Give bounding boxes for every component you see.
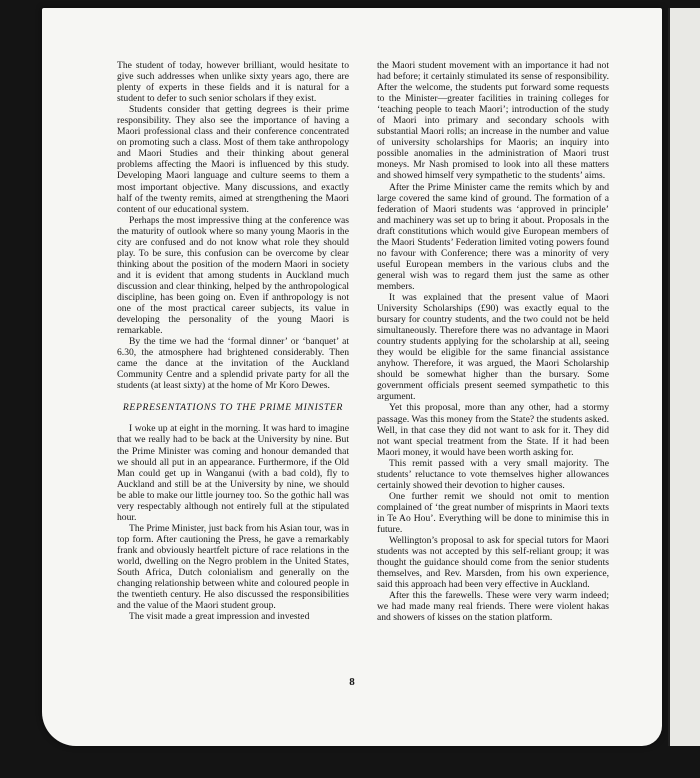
paragraph: The visit made a great impression and invested <box>129 611 310 623</box>
page <box>42 8 662 746</box>
paragraph: One further remit we should not omit to mention complained of ‘the great number of misprints in Maori texts in Te Ao Hou’. Everything will be done to minimise this in future. <box>377 490 609 535</box>
paragraph: It was explained that the present value of Maori University Scholarships (£90) was exactly equal to the bursary for country students, and the two could not be held simultaneously. Therefore there was no advantage in Maori country students applying for the scholarship at all, seeing they would be eligible for the same financial assistance anyhow. Therefore, it was argued, the Maori Scholarship should be somewhat higher than the bursary. Some government officials present seemed sympathetic to this argument. <box>377 291 609 403</box>
paragraph: I woke up at eight in the morning. It was hard to imagine that we really had to be back at the University by nine. But the Prime Minister was coming and honour demanded that we should all put in an appearance. Furthermore, if the Old Man could get up in Wanganui (with a bad cold), fly to Auckland and still be at the University by nine, we should be able to make our little journey too. So the gothic hall was very respectably although not entirely full at the stipulated hour. <box>117 423 349 523</box>
paragraph: Students consider that getting degrees is their prime responsibility. They also see the importance of having a Maori professional class and their conference concentrated on promoting such a class. Most of them take anthropology and Maori Studies and their thinking about general problems affecting the Maori is influenced by this study. Developing Maori language and culture seems to them a most important objective. Many discussions, and exactly half of the twenty remits, aimed at strengthening the Maori content of our educational system. <box>117 104 349 215</box>
paragraph: After this the farewells. These were very warm indeed; we had made many real friends. There were violent hakas and showers of kisses on the station platform. <box>377 590 609 624</box>
adjacent-page-edge <box>668 8 700 746</box>
paragraph: Yet this proposal, more than any other, had a stormy passage. Was this money from the State? the students asked. Well, in that case they did not want to ask for it. They did not want special treatment from the State. If it had been Maori money, it would have been worth asking for. <box>377 402 609 458</box>
section-heading: REPRESENTATIONS TO THE PRIME MINISTER <box>122 402 344 414</box>
paragraph: This remit passed with a very small majority. The students’ reluctance to vote themselves higher allowances certainly showed their devotion to higher causes. <box>377 457 609 491</box>
paragraph: the Maori student movement with an importance it had not had before; it certainly stimulated its sense of responsibility. After the welcome, the students put forward some requests to the Minister—greater facilities in training colleges for ‘teaching people to teach Maori’; introduction of the study of Maori into primary and secondary schools with substantial Maori rolls; an increase in the number and value of university scholarships for Maoris; an inquiry into possible anomalies in the administration of Maori trust moneys. Mr Nash promised to look into all these matters and showed himself very sympathetic to the students’ aims. <box>377 60 609 182</box>
paragraph: Perhaps the most impressive thing at the conference was the maturity of outlook where so many young Maoris in the city are confused and do not know what role they should play. To be sure, this confusion can be overcome by clear thinking about the position of the modern Maori in society and it is evident that among students in Auckland much discussion and clear thinking, helped by the anthropological discipline, has been going on. Even if anthropology is not one of the most practical career subjects, its value in developing the personality of the young Maori is remarkable. <box>117 214 349 337</box>
paragraph: After the Prime Minister came the remits which by and large covered the same kind of ground. The formation of a federation of Maori students was ‘approved in principle’ and machinery was set up to bring it about. Proposals in the draft constitutions which would give European members of the Maori Students’ Federation limited voting powers found no favour with Conference; there was a minority of very useful European members in the various clubs and the general wish was to regard them just the same as other members. <box>377 181 609 292</box>
right-column <box>377 60 609 623</box>
left-column <box>117 60 349 622</box>
page-number: 8 <box>349 676 355 688</box>
paragraph: Wellington’s proposal to ask for special tutors for Maori students was not accepted by this self-reliant group; it was thought the guidance should come from the senior students themselves, and Rev. Marsden, from his own experience, said this approach had been very effective in Auckland. <box>377 535 609 591</box>
paragraph: The Prime Minister, just back from his Asian tour, was in top form. After cautioning the Press, he gave a remarkably frank and obviously heartfelt picture of race relations in the world, dwelling on the Negro problem in the United States, South Africa, Dutch colonialism and generally on the changing relationship between white and coloured people in the twentieth century. He also discussed the responsibilities and the value of the Maori student group. <box>117 522 349 612</box>
paragraph: By the time we had the ‘formal dinner’ or ‘banquet’ at 6.30, the atmosphere had brightened considerably. Then came the dance at the invitation of the Auckland Community Centre and a splendid private party for all the students (at least sixty) at the home of Mr Koro Dewes. <box>117 336 349 392</box>
paragraph: The student of today, however brilliant, would hesitate to give such addresses when unlike sixty years ago, there are plenty of experts in these fields and it is natural for a student to defer to such senior scholars if they exist. <box>117 60 349 105</box>
